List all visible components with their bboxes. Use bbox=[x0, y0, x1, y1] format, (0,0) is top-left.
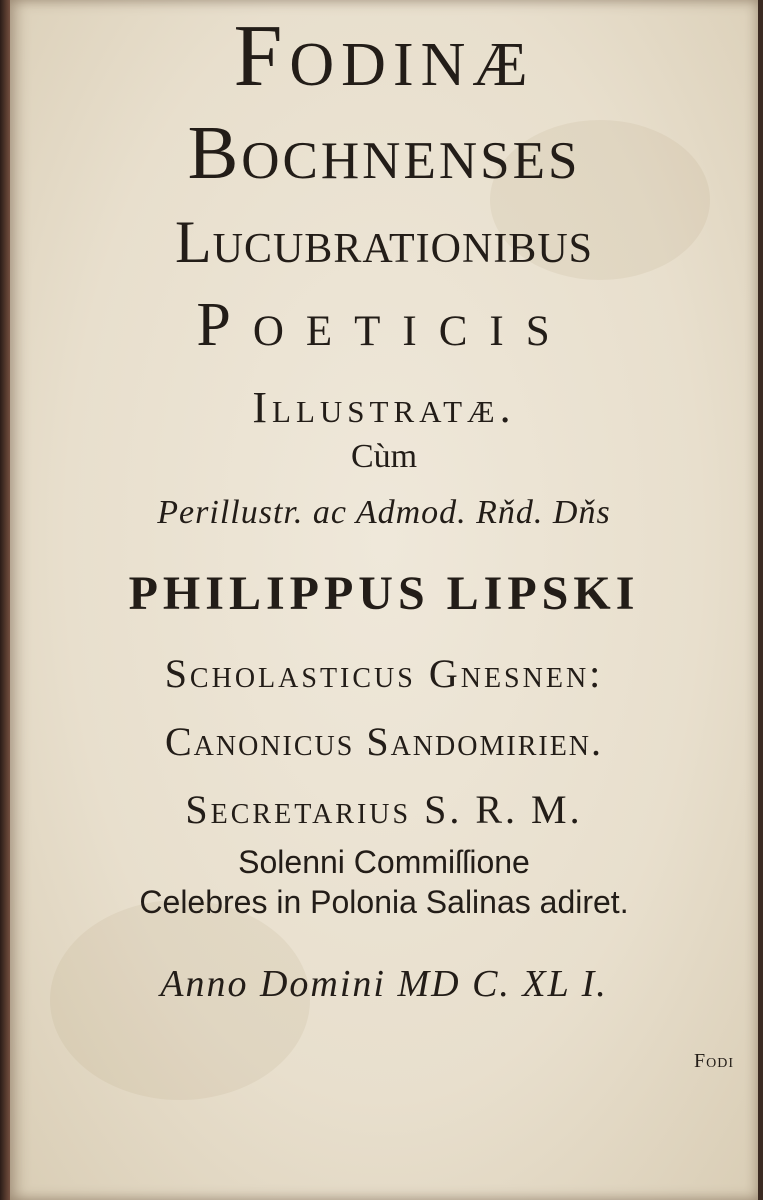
occasion-line-2: Celebres in Polonia Salinas adiret. bbox=[139, 884, 629, 920]
title-line-2: Bochnenses bbox=[187, 111, 581, 195]
office-line-1: Scholasticus Gnesnen: bbox=[164, 651, 604, 696]
title-line-4: Poeticis bbox=[196, 291, 572, 359]
dignitary-prefix: Perillustr. ac Admod. Rňd. Dňs bbox=[157, 494, 611, 531]
title-page bbox=[10, 0, 758, 1200]
occasion-line-1: Solenni Commiſſione bbox=[238, 844, 530, 880]
date-line: Anno Domini MD C. XL I. bbox=[160, 963, 608, 1005]
author-name: PHILIPPUS LIPSKI bbox=[128, 567, 640, 620]
title-line-1: Fodinæ bbox=[233, 8, 535, 105]
catchword: Fodi bbox=[693, 1050, 734, 1072]
title-line-3: Lucubrationibus bbox=[174, 209, 594, 275]
title-line-5: Illustratæ. bbox=[252, 383, 516, 432]
office-line-2: Canonicus Sandomirien. bbox=[164, 719, 604, 764]
cum-text: Cùm bbox=[350, 438, 418, 475]
office-line-3: Secretarius S. R. M. bbox=[185, 787, 583, 832]
